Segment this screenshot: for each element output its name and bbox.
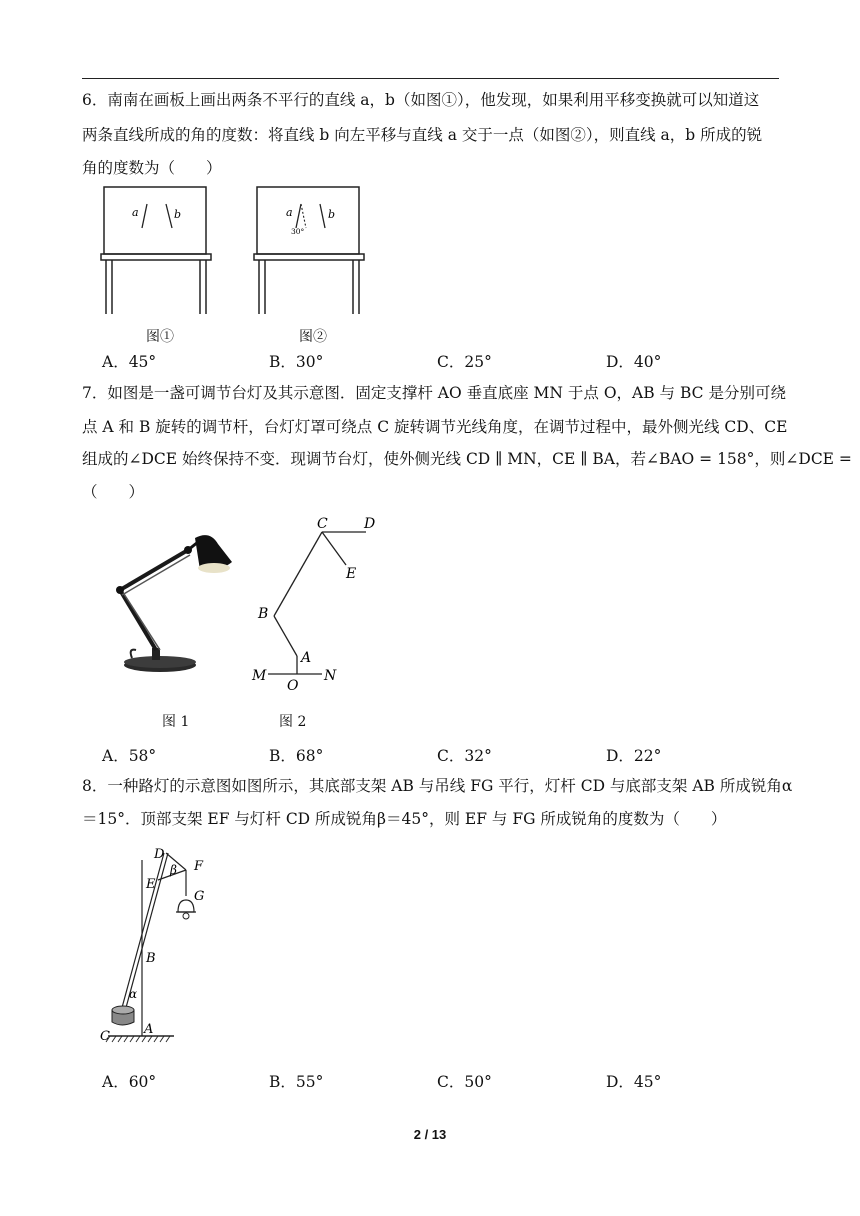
header-rule [82,78,779,79]
q6-choice-b[interactable]: B．30° [269,353,324,371]
q6-fig2-label-a: a [286,206,293,219]
q7-label-b: B [258,606,269,622]
q6-line-2: 两条直线所成的角的度数：将直线 b 向左平移与直线 a 交于一点（如图②），则直线 a，b 所成的锐 [82,126,763,144]
q6-line-1: 6．南南在画板上画出两条不平行的直线 a，b（如图①），他发现，如果利用平移变换就可以知道这 [82,91,760,109]
q6-choice-a[interactable]: A．45° [102,353,157,371]
q7-label-n: N [324,668,337,684]
q8-label-g: G [194,889,205,904]
q8-choice-d[interactable]: D．45° [606,1073,662,1091]
q7-line-4: （ ） [82,483,145,501]
q8-choice-b[interactable]: B．55° [269,1073,324,1091]
q7-line-2: 点 A 和 B 旋转的调节杆，台灯灯罩可绕点 C 旋转调节光线角度，在调节过程中，最外侧光线 CD、CE [82,418,788,436]
q6-line-3: 角的度数为（ ） [82,159,222,177]
q8-diagram [98,840,228,1055]
q7-line-1: 7．如图是一盏可调节台灯及其示意图．固定支撑杆 AO 垂直底座 MN 于点 O，AB 与 BC 是分别可绕 [82,384,786,402]
q7-choice-b[interactable]: B．68° [269,747,324,765]
q8-label-a: A [144,1022,154,1037]
q6-fig2-angle-label: 30° [291,227,305,236]
q7-label-o: O [287,678,299,694]
q7-fig1-caption: 图 1 [162,714,190,730]
q6-figure-1 [98,184,218,316]
q8-label-b: B [146,951,156,966]
q8-line-1: 8．一种路灯的示意图如图所示，其底部支架 AB 与吊线 FG 平行，灯杆 CD 与底部支架 AB 所成锐角α [82,777,793,795]
q7-choice-d[interactable]: D．22° [606,747,662,765]
q6-fig2-caption: 图② [299,329,327,345]
q8-label-c: C [100,1029,110,1044]
q8-line-2: ＝15°．顶部支架 EF 与灯杆 CD 所成锐角β＝45°，则 EF 与 FG 所成锐角的度数为（ ） [82,810,727,828]
q7-label-c: C [317,516,328,532]
q7-label-e: E [346,566,357,582]
q6-fig1-label-a: a [132,206,139,219]
q8-label-alpha: α [129,987,138,1001]
q7-fig2-caption: 图 2 [279,714,307,730]
q7-label-a: A [301,650,312,666]
q6-fig1-caption: 图① [146,329,174,345]
q8-choice-a[interactable]: A．60° [102,1073,157,1091]
q8-choice-c[interactable]: C．50° [437,1073,492,1091]
q8-label-beta: β [170,863,177,877]
page-number: 2 / 13 [413,1127,447,1142]
q8-label-d: D [154,847,165,862]
q6-fig1-label-b: b [174,208,182,221]
q7-diagram [250,512,400,692]
q6-fig2-label-b: b [328,208,336,221]
q6-figure-2 [251,184,371,316]
q6-choice-d[interactable]: D．40° [606,353,662,371]
q8-label-f: F [194,859,204,874]
q7-lamp-photo [100,520,240,685]
q7-label-d: D [364,516,376,532]
q7-line-3: 组成的∠DCE 始终保持不变．现调节台灯，使外侧光线 CD ∥ MN，CE ∥ BA，若∠BAO = 158°，则∠DCE = [82,450,852,468]
q7-choice-c[interactable]: C．32° [437,747,492,765]
q7-label-m: M [252,668,267,684]
q7-choice-a[interactable]: A．58° [102,747,157,765]
q6-choice-c[interactable]: C．25° [437,353,492,371]
q8-label-e: E [146,877,156,892]
